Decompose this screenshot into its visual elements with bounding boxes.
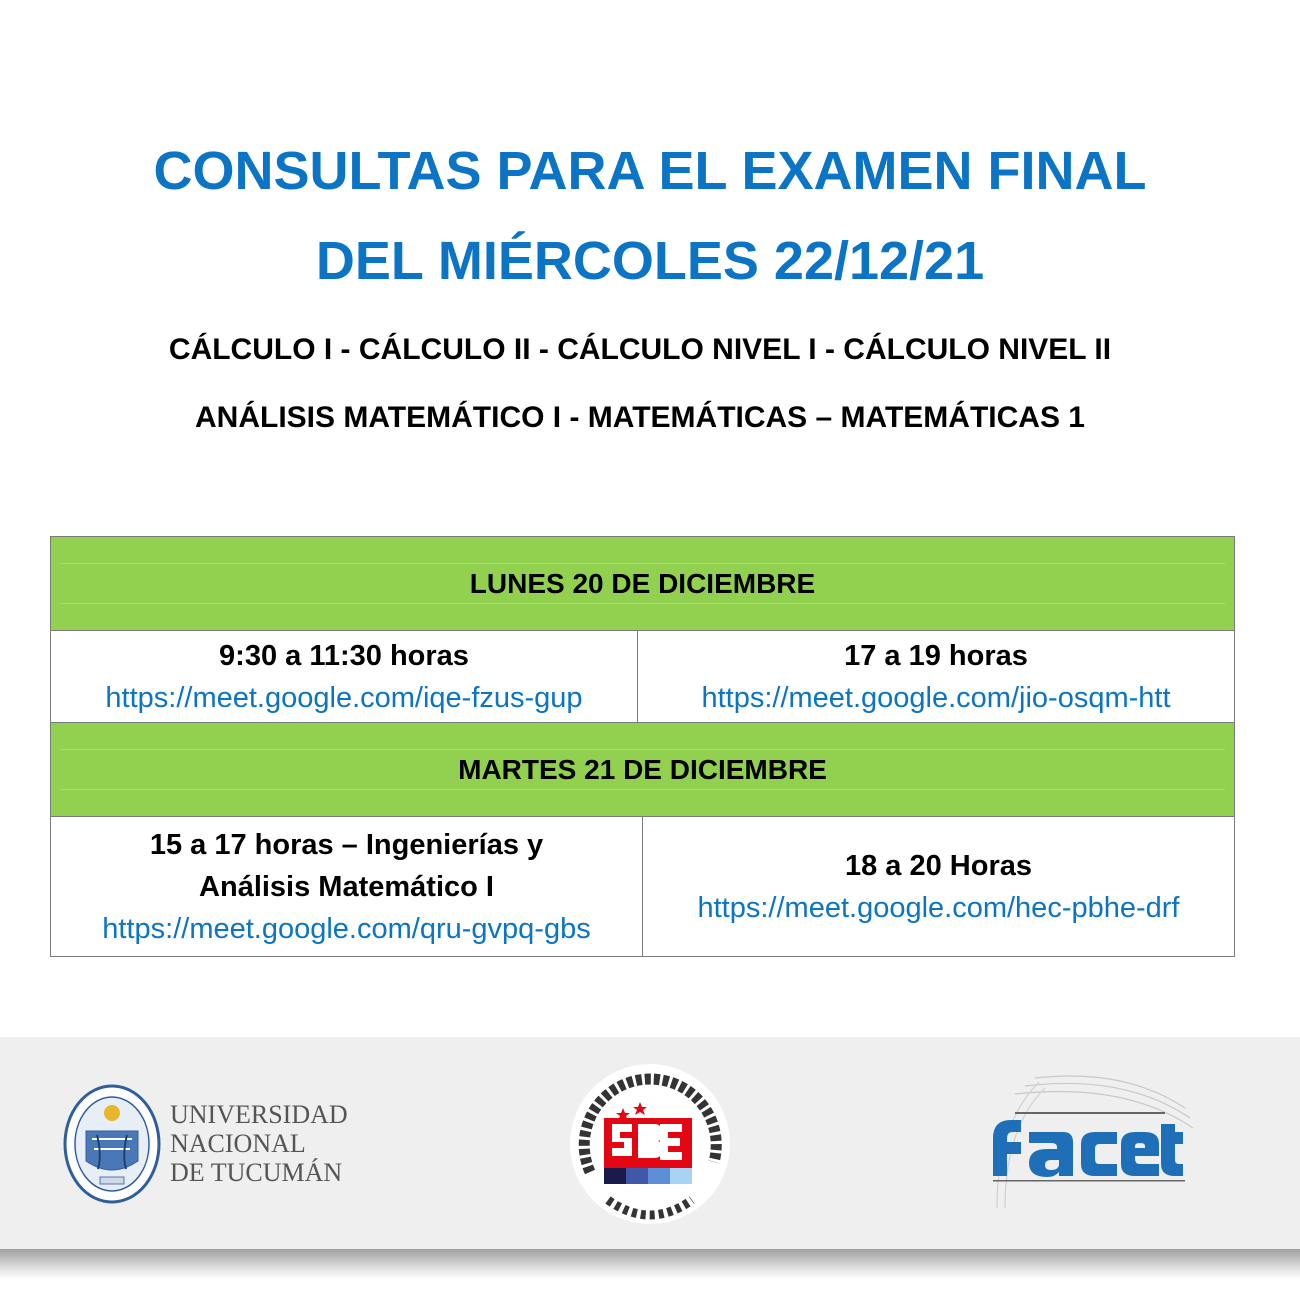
subjects-line-1: CÁLCULO I - CÁLCULO II - CÁLCULO NIVEL I - CÁLCULO NIVEL II bbox=[168, 333, 1112, 366]
time-slot-cell bbox=[643, 817, 1234, 956]
unt-wordmark bbox=[170, 1100, 348, 1187]
unt-line-3: DE TUCUMÁN bbox=[170, 1158, 343, 1187]
facet-logo bbox=[985, 1068, 1195, 1223]
meet-link[interactable]: https://meet.google.com/jio-osqm-htt bbox=[701, 681, 1171, 714]
unt-line-2: NACIONAL bbox=[170, 1129, 306, 1158]
unt-line-1: UNIVERSIDAD bbox=[170, 1100, 348, 1129]
sbe-logo bbox=[568, 1062, 732, 1231]
day-header-monday bbox=[50, 536, 1235, 631]
slot-time: 18 a 20 Horas bbox=[844, 849, 1032, 882]
slot-time: 15 a 17 horas – Ingenierías y bbox=[149, 828, 544, 861]
time-slot-cell bbox=[51, 817, 643, 956]
title-line-1: CONSULTAS PARA EL EXAMEN FINAL bbox=[153, 141, 1147, 201]
footer-shadow bbox=[0, 1249, 1300, 1279]
day-label: LUNES 20 DE DICIEMBRE bbox=[469, 567, 816, 599]
slot-time: 9:30 a 11:30 horas bbox=[219, 639, 469, 672]
slot-time: 17 a 19 horas bbox=[844, 639, 1028, 672]
day-header-tuesday bbox=[50, 722, 1235, 817]
schedule-row-monday bbox=[50, 631, 1235, 723]
subjects-line-2: ANÁLISIS MATEMÁTICO I - MATEMÁTICAS – MATEMÁTICAS 1 bbox=[195, 401, 1085, 434]
unt-seal-logo bbox=[62, 1083, 162, 1210]
time-slot-cell bbox=[51, 631, 638, 722]
slot-time-subject: Análisis Matemático I bbox=[199, 870, 494, 903]
meet-link[interactable]: https://meet.google.com/hec-pbhe-drf bbox=[697, 891, 1180, 924]
time-slot-cell bbox=[638, 631, 1234, 722]
day-label: MARTES 21 DE DICIEMBRE bbox=[458, 753, 827, 785]
schedule-row-tuesday bbox=[50, 817, 1235, 957]
meet-link[interactable]: https://meet.google.com/iqe-fzus-gup bbox=[105, 681, 583, 714]
title-line-2: DEL MIÉRCOLES 22/12/21 bbox=[315, 231, 985, 291]
meet-link[interactable]: https://meet.google.com/qru-gvpq-gbs bbox=[102, 912, 591, 945]
